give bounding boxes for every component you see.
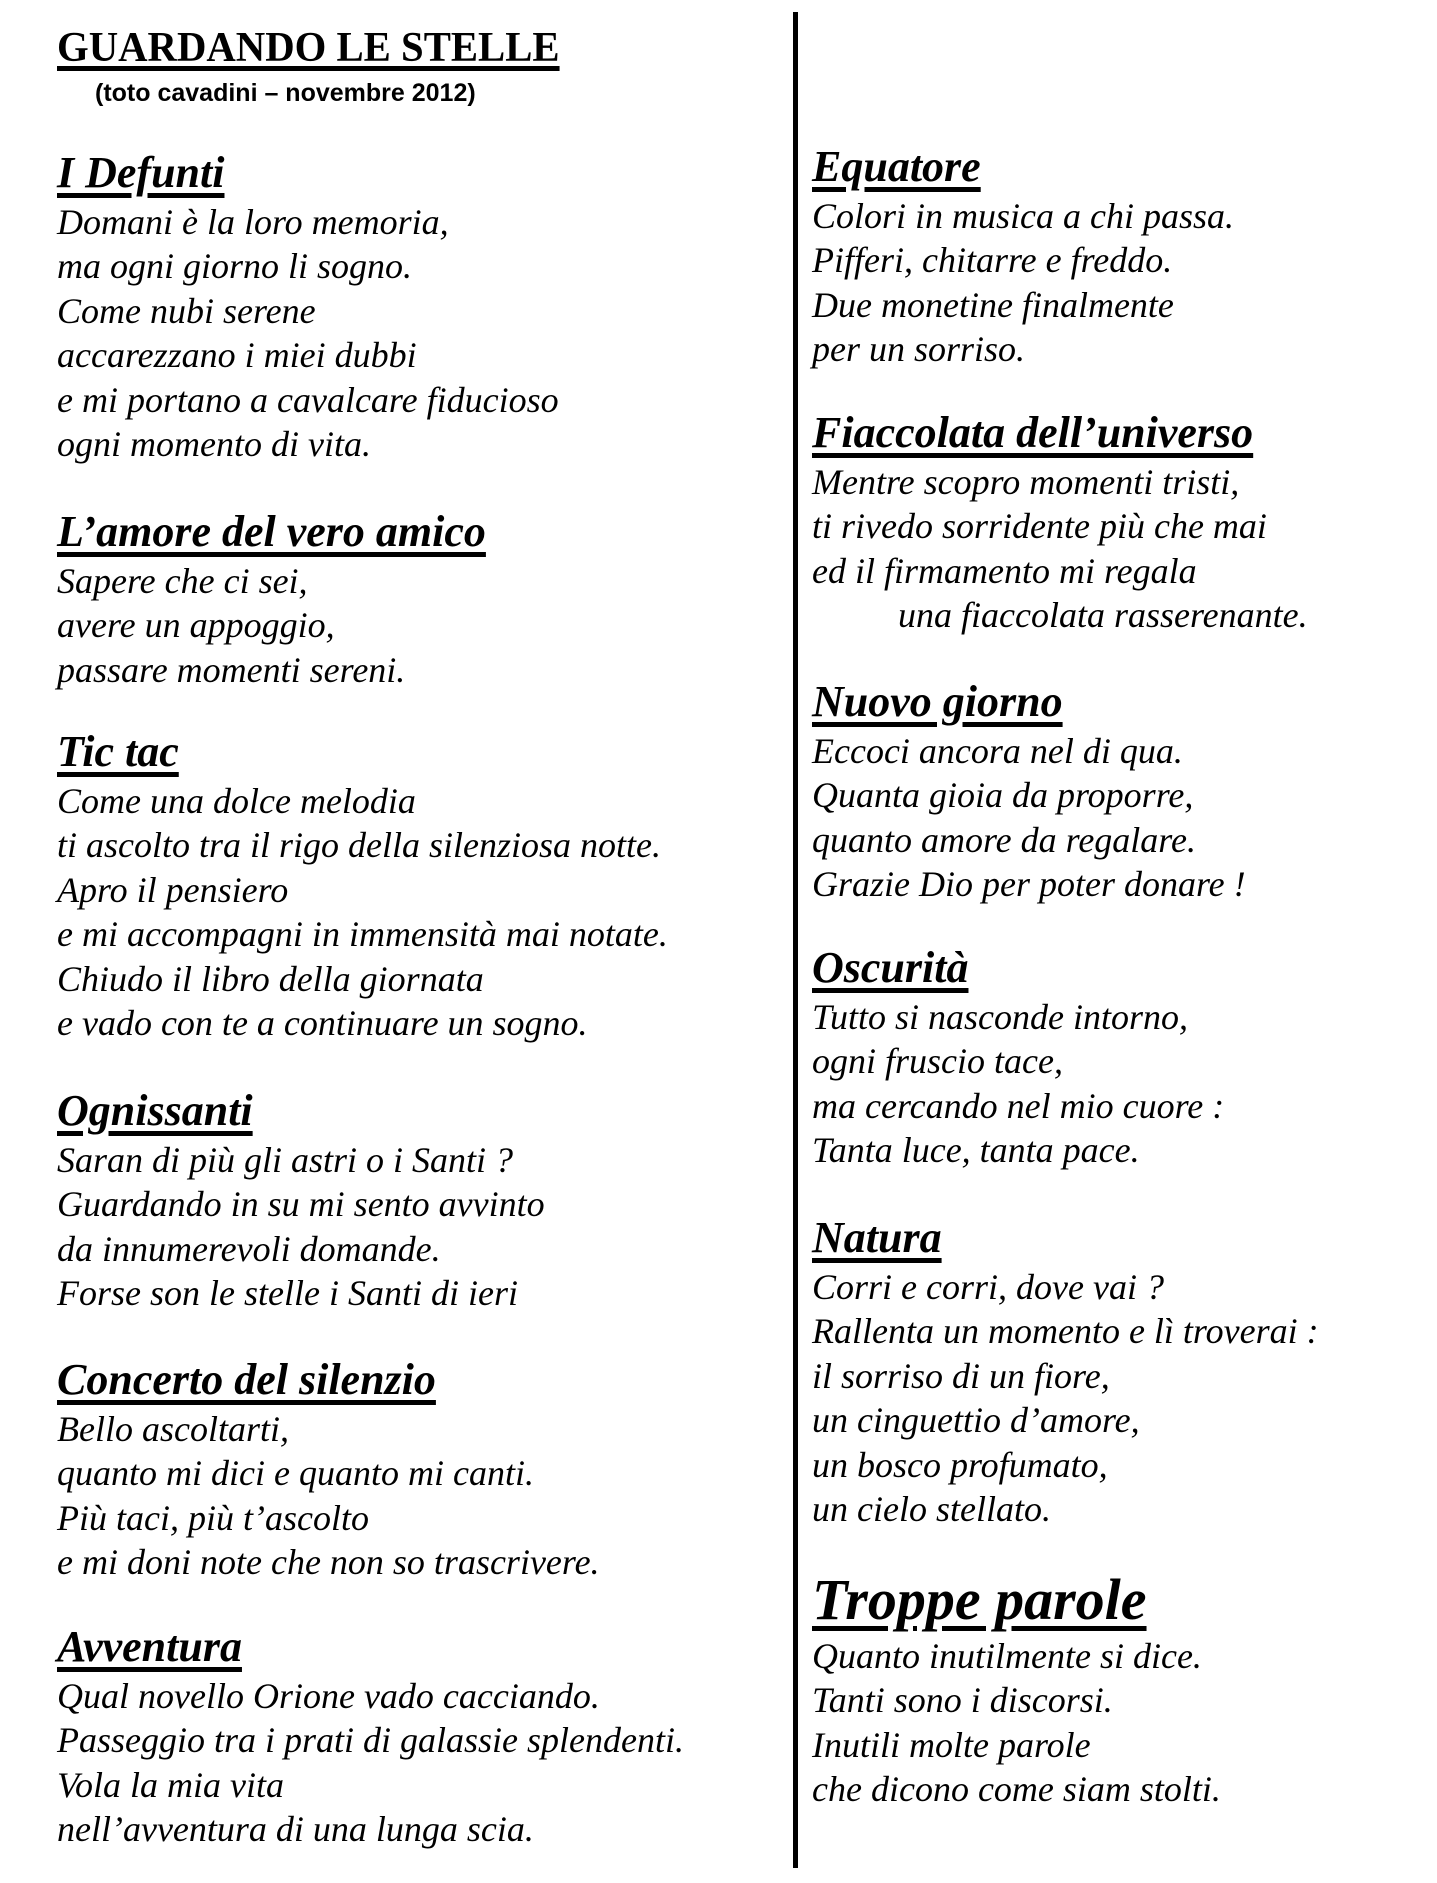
poem-natura: [812, 1214, 1319, 1532]
poem-line: un bosco profumato,: [812, 1444, 1108, 1485]
poem-line: una fiaccolata rasserenante.: [898, 595, 1308, 636]
poem-line: Più taci, più t’ascolto: [57, 1497, 369, 1538]
poem-heading: Avventura: [57, 1622, 242, 1671]
poem-heading: Equatore: [812, 142, 981, 191]
poem-line: Quanta gioia da proporre,: [812, 775, 1194, 816]
poem-heading: Ognissanti: [57, 1086, 253, 1135]
poem-fiaccolata-universo: [812, 409, 1308, 638]
poem-line: Grazie Dio per poter donare !: [812, 864, 1246, 905]
poem-line: per un sorriso.: [812, 329, 1026, 370]
poem-troppe-parole: [812, 1569, 1221, 1812]
poem-line: Tanti sono i discorsi.: [812, 1680, 1113, 1721]
poem-line: nell’avventura di una lunga scia.: [57, 1809, 534, 1850]
poem-line: Mentre scopro momenti tristi,: [812, 461, 1240, 502]
poem-line: Chiudo il libro della giornata: [57, 958, 484, 999]
poem-line: ti ascolto tra il rigo della silenziosa notte.: [57, 825, 662, 866]
poem-line: Rallenta un momento e lì troverai :: [812, 1311, 1319, 1352]
poem-line: Pifferi, chitarre e freddo.: [812, 240, 1173, 281]
poem-line: Saran di più gli astri o i Santi ?: [57, 1139, 514, 1180]
poem-line: quanto amore da regalare.: [812, 819, 1196, 860]
poem-concerto-del-silenzio: [57, 1356, 600, 1585]
poem-equatore: [812, 143, 1234, 372]
poem-line: e vado con te a continuare un sogno.: [57, 1003, 588, 1044]
poem-line: Tanta luce, tanta pace.: [812, 1130, 1140, 1171]
poem-line: Eccoci ancora nel di qua.: [812, 730, 1183, 771]
column-divider: [793, 12, 798, 1868]
poem-line: ed il firmamento mi regala: [812, 550, 1197, 591]
poem-line: e mi portano a cavalcare fiducioso: [57, 379, 559, 420]
poem-nuovo-giorno: [812, 678, 1246, 907]
poem-line: Colori in musica a chi passa.: [812, 195, 1235, 236]
poem-amore-vero-amico: [57, 508, 486, 692]
poem-line: passare momenti sereni.: [57, 649, 406, 690]
poem-line: accarezzano i miei dubbi: [57, 335, 417, 376]
poem-heading: I Defunti: [57, 148, 225, 197]
poem-heading: Natura: [812, 1213, 942, 1262]
poem-ognissanti: [57, 1087, 545, 1316]
document-title: GUARDANDO LE STELLE: [57, 25, 560, 71]
poem-line: Qual novello Orione vado cacciando.: [57, 1675, 600, 1716]
poem-line: Passeggio tra i prati di galassie splendenti.: [57, 1720, 684, 1761]
poem-line: ma ogni giorno li sogno.: [57, 246, 413, 287]
poem-heading: Troppe parole: [812, 1567, 1147, 1632]
poem-line: ogni fruscio tace,: [812, 1041, 1063, 1082]
poem-line: e mi doni note che non so trascrivere.: [57, 1542, 600, 1583]
poem-line: da innumerevoli domande.: [57, 1228, 441, 1269]
poem-line: che dicono come siam stolti.: [812, 1769, 1221, 1810]
poem-heading: Concerto del silenzio: [57, 1355, 436, 1404]
poem-heading: Tic tac: [57, 727, 179, 776]
poem-line: avere un appoggio,: [57, 605, 335, 646]
poem-line: Inutili molte parole: [812, 1724, 1091, 1765]
poem-line: ma cercando nel mio cuore :: [812, 1085, 1225, 1126]
poem-line: Apro il pensiero: [57, 869, 289, 910]
poem-line: Domani è la loro memoria,: [57, 201, 449, 242]
poem-heading: Fiaccolata dell’universo: [812, 408, 1254, 457]
poem-heading: Oscurità: [812, 943, 969, 992]
poem-heading: Nuovo giorno: [812, 677, 1063, 726]
poem-line: Come una dolce melodia: [57, 780, 416, 821]
poem-line: ti rivedo sorridente più che mai: [812, 506, 1267, 547]
poem-line: Corri e corri, dove vai ?: [812, 1266, 1164, 1307]
poem-line: Tutto si nasconde intorno,: [812, 996, 1189, 1037]
poem-line: Guardando in su mi sento avvinto: [57, 1184, 545, 1225]
poem-line: quanto mi dici e quanto mi canti.: [57, 1453, 534, 1494]
poem-line: un cielo stellato.: [812, 1489, 1051, 1530]
poem-oscurita: [812, 944, 1224, 1173]
poem-heading: L’amore del vero amico: [57, 507, 486, 556]
poem-line: Forse son le stelle i Santi di ieri: [57, 1273, 518, 1314]
poem-line: Due monetine finalmente: [812, 284, 1174, 325]
document-subtitle: (toto cavadini – novembre 2012): [95, 79, 476, 107]
poem-line: il sorriso di un fiore,: [812, 1355, 1110, 1396]
poem-line: Bello ascoltarti,: [57, 1408, 289, 1449]
poem-line: Quanto inutilmente si dice.: [812, 1635, 1202, 1676]
poem-line: Sapere che ci sei,: [57, 560, 308, 601]
poem-line: Vola la mia vita: [57, 1764, 284, 1805]
poem-line: e mi accompagni in immensità mai notate.: [57, 914, 668, 955]
poem-line: un cinguettio d’amore,: [812, 1400, 1140, 1441]
poem-line: Come nubi serene: [57, 290, 316, 331]
poem-avventura: [57, 1623, 684, 1852]
poem-line: ogni momento di vita.: [57, 424, 371, 465]
poem-i-defunti: [57, 149, 559, 467]
poem-tic-tac: [57, 728, 668, 1046]
